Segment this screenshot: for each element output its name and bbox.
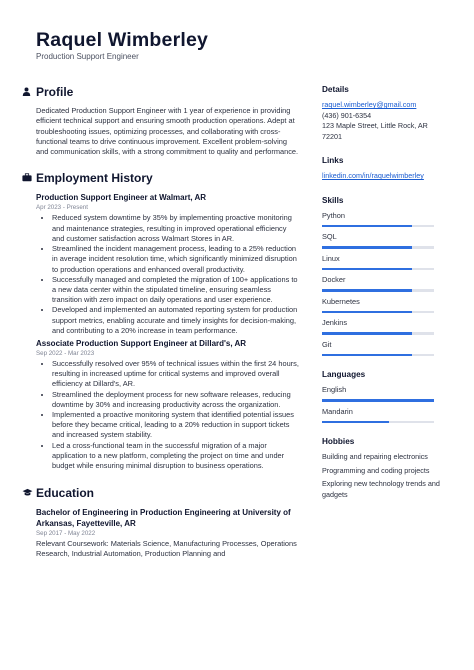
language-item (322, 385, 448, 402)
job-bullet: • Streamlined the incident management process, leading to a 25% reduction in average incident resolution time, which significantly minimized disruption to production operations and enhanced overall productivity. (52, 244, 300, 275)
education-section (22, 485, 300, 559)
language-item (322, 407, 448, 424)
job-bullet: • Successfully resolved over 95% of technical issues within the first 24 hours, resulting in increased uptime for critical systems and improved overall efficiency at Dillard's, AR. (52, 359, 300, 390)
skill-name: SQL (322, 232, 337, 241)
language-level-bar (322, 399, 434, 402)
details-heading: Details (322, 85, 349, 94)
candidate-name: Raquel Wimberley (36, 29, 209, 51)
person-icon (22, 87, 36, 98)
skill-level-bar (322, 332, 434, 335)
skill-level-fill (322, 225, 412, 228)
skills-heading: Skills (322, 195, 344, 205)
skills-section (322, 195, 448, 357)
skill-level-fill (322, 268, 412, 271)
skill-level-bar (322, 225, 434, 228)
skill-level-bar (322, 246, 434, 249)
sidebar (322, 84, 448, 500)
job-bullet: • Streamlined the deployment process for new software releases, reducing downtime by 30% and increasing productivity across the organization. (52, 390, 300, 410)
job-bullet: • Developed and implemented an automated reporting system for production support metrics, enabling accurate and timely insights for decision-making, and contributing to a 20% increase in team performance. (52, 305, 300, 336)
links-heading: Links (322, 156, 344, 165)
skill-name: Linux (322, 253, 340, 263)
language-level-bar (322, 421, 434, 424)
job-entry (36, 192, 300, 335)
job-dates: Sep 2022 - Mar 2023 (36, 349, 95, 357)
education-dates: Sep 2017 - May 2022 (36, 530, 96, 538)
graduation-cap-icon (22, 488, 36, 499)
skill-item (322, 318, 448, 335)
skill-level-bar (322, 268, 434, 271)
hobby-item: Building and repairing electronics (322, 452, 428, 461)
skill-item (322, 232, 448, 249)
linkedin-link[interactable]: linkedin.com/in/raquelwimberley (322, 171, 424, 180)
details-section (322, 84, 448, 142)
resume-header (36, 28, 208, 61)
education-heading: Education (36, 486, 95, 501)
hobbies-section (322, 436, 448, 500)
language-name: Mandarin (322, 406, 353, 416)
skill-name: Jenkins (322, 318, 348, 327)
employment-heading: Employment History (36, 171, 153, 186)
job-bullet: • Successfully managed and completed the migration of 100+ applications to a new data center within the stipulated timeline, ensuring seamless transition with zero impact on daily operations and user experience. (52, 275, 300, 306)
skill-level-bar (322, 311, 434, 314)
education-entry (36, 507, 300, 559)
links-section (322, 155, 448, 182)
languages-heading: Languages (322, 370, 366, 379)
skill-level-fill (322, 311, 412, 314)
skill-name: Kubernetes (322, 296, 360, 306)
skill-item (322, 275, 448, 292)
job-dates: Apr 2023 - Present (36, 204, 88, 212)
profile-heading: Profile (36, 85, 74, 99)
skill-name: Git (322, 339, 332, 349)
hobbies-heading: Hobbies (322, 437, 355, 446)
language-name: English (322, 385, 347, 394)
skill-item (322, 340, 448, 357)
skill-item (322, 254, 448, 271)
profile-section (22, 84, 300, 157)
language-level-fill (322, 399, 434, 402)
coursework: Relevant Coursework: Materials Science, Manufacturing Processes, Operations Research, Industrial Automation, Production Planning and (36, 539, 297, 559)
employment-section (22, 170, 300, 471)
email-link[interactable]: raquel.wimberley@gmail.com (322, 100, 417, 109)
skill-level-fill (322, 246, 412, 249)
skill-level-fill (322, 332, 412, 335)
hobby-item: Exploring new technology trends and gadgets (322, 479, 440, 499)
job-bullets (36, 359, 300, 471)
skill-level-fill (322, 354, 412, 357)
candidate-title: Production Support Engineer (36, 52, 139, 61)
language-level-fill (322, 421, 389, 424)
phone-number: (436) 901-6354 (322, 110, 372, 120)
skill-name: Python (322, 210, 346, 220)
degree-title: Bachelor of Engineering in Production Engineering at University of Arkansas, Fayetteville, AR (36, 508, 291, 529)
skill-level-bar (322, 289, 434, 292)
job-bullet: • Implemented a proactive monitoring system that identified potential issues before they became critical, leading to a 20% reduction in support tickets and increased system stability. (52, 410, 300, 441)
job-bullet: • Led a cross-functional team in the successful migration of a major application to a new platform, completing the project on time and under budget while ensuring minimal disruption to business operations. (52, 441, 300, 472)
job-title: Associate Production Support Engineer at Dillard's, AR (36, 338, 247, 348)
skill-level-bar (322, 354, 434, 357)
skill-item (322, 297, 448, 314)
skill-item (322, 211, 448, 228)
address: 123 Maple Street, Little Rock, AR 72201 (322, 121, 428, 141)
skill-name: Docker (322, 275, 346, 284)
languages-section (322, 369, 448, 423)
profile-text: Dedicated Production Support Engineer with 1 year of experience in providing efficient technical support and ensuring smooth production operations. Adept at troubleshooting issues, optimizing processes, and collaborating with cross-functional teams to drive continuous improvement. Excellent problem-solving and communication skills, with a strong commitment to quality and performance. (36, 106, 299, 157)
job-title: Production Support Engineer at Walmart, AR (36, 193, 207, 203)
job-entry (36, 338, 300, 471)
briefcase-icon (22, 173, 36, 184)
skill-level-fill (322, 289, 412, 292)
hobby-item: Programming and coding projects (322, 465, 430, 475)
job-bullets (36, 213, 300, 335)
job-bullet: • Reduced system downtime by 35% by implementing proactive monitoring and maintenance strategies, resulting in improved operational efficiency and customer satisfaction across Walmart Stores in AR. (52, 213, 300, 244)
main-column (22, 84, 300, 560)
